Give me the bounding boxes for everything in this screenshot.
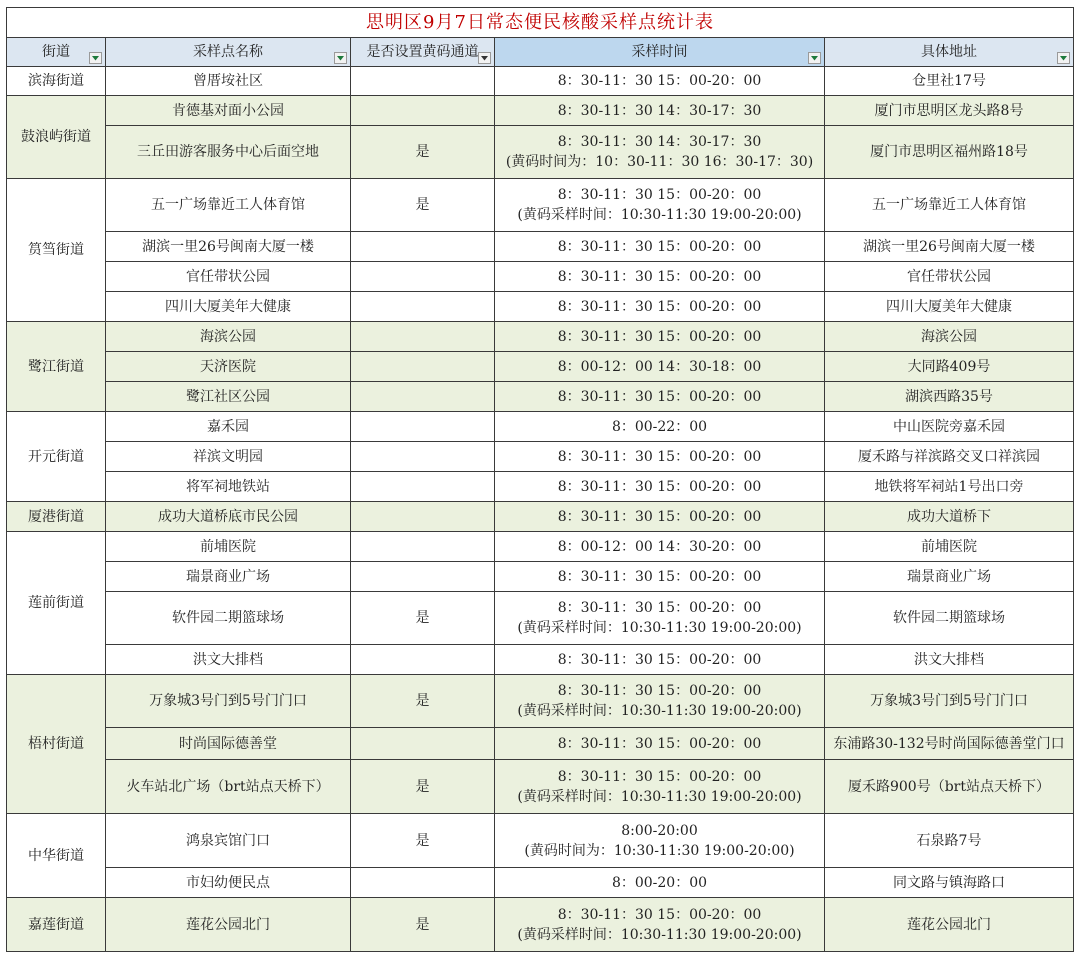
yellow-channel-cell[interactable]: [351, 532, 495, 562]
yellow-channel-cell[interactable]: [351, 562, 495, 592]
street-cell[interactable]: 中华街道: [7, 814, 106, 898]
header-site-name: [106, 38, 351, 67]
time-line: 8：30-11：30 15：00-20：00: [557, 768, 762, 785]
header-row: [7, 38, 1074, 67]
table-row: [7, 814, 1074, 868]
site-name-cell[interactable]: 莲花公园北门: [106, 898, 351, 952]
yellow-time-line: (黄码采样时间：10:30-11:30 19:00-20:00): [517, 620, 802, 636]
sampling-time-cell[interactable]: [495, 868, 825, 898]
table-row: [7, 412, 1074, 442]
table-row: [7, 760, 1074, 814]
header-address: [825, 38, 1074, 67]
time-line: 8：30-11：30 15：00-20：00: [557, 600, 762, 616]
yellow-channel-cell[interactable]: [351, 472, 495, 502]
table-row: [7, 292, 1074, 322]
time-line: 8：00-12：00 14：30-18：00: [557, 358, 762, 375]
address-cell[interactable]: 东浦路30-132号时尚国际德善堂门口: [825, 728, 1074, 760]
address-cell[interactable]: 四川大厦美年大健康: [825, 292, 1074, 322]
site-name-cell[interactable]: 三丘田游客服务中心后面空地: [106, 126, 351, 179]
street-cell[interactable]: 开元街道: [7, 412, 106, 502]
address-cell[interactable]: 中山医院旁嘉禾园: [825, 412, 1074, 442]
time-line: 8：30-11：30 15：00-20：00: [557, 508, 762, 525]
address-cell[interactable]: 厦禾路与祥滨路交叉口祥滨园: [825, 442, 1074, 472]
time-line: 8：30-11：30 15：00-20：00: [557, 906, 762, 923]
address-cell[interactable]: 湖滨一里26号闽南大厦一楼: [825, 232, 1074, 262]
table-row: [7, 532, 1074, 562]
header-yellow-channel: [351, 38, 495, 67]
site-name-cell[interactable]: 火车站北广场（brt站点天桥下）: [106, 760, 351, 814]
sampling-time-cell[interactable]: [495, 675, 825, 728]
site-name-cell[interactable]: 鹭江社区公园: [106, 382, 351, 412]
table-row: [7, 675, 1074, 728]
address-cell[interactable]: 瑞景商业广场: [825, 562, 1074, 592]
yellow-channel-cell[interactable]: [351, 352, 495, 382]
time-line: 8：30-11：30 15：00-20：00: [557, 328, 762, 345]
site-name-cell[interactable]: 时尚国际德善堂: [106, 728, 351, 760]
street-cell[interactable]: 筼筜街道: [7, 179, 106, 322]
table-row: [7, 728, 1074, 760]
address-cell[interactable]: 莲花公园北门: [825, 898, 1074, 952]
yellow-channel-cell[interactable]: 是: [351, 898, 495, 952]
sampling-sites-table: [6, 7, 1074, 952]
dropdown-filter-icon[interactable]: [478, 52, 491, 64]
time-line: 8：30-11：30 15：00-20：00: [557, 735, 762, 752]
header-label: 是否设置黄码通道: [366, 44, 479, 60]
street-cell[interactable]: 鹭江街道: [7, 322, 106, 412]
address-cell[interactable]: 石泉路7号: [825, 814, 1074, 868]
sampling-time-cell[interactable]: [495, 382, 825, 412]
header-label: 具体地址: [921, 44, 977, 60]
yellow-channel-cell[interactable]: [351, 868, 495, 898]
dropdown-filter-icon[interactable]: [334, 52, 347, 64]
site-name-cell[interactable]: 湖滨一里26号闽南大厦一楼: [106, 232, 351, 262]
sampling-time-cell[interactable]: [495, 532, 825, 562]
sampling-time-cell[interactable]: [495, 442, 825, 472]
time-line: 8：30-11：30 14：30-17：30: [557, 134, 762, 150]
sampling-time-cell[interactable]: [495, 728, 825, 760]
site-name-cell[interactable]: 万象城3号门到5号门门口: [106, 675, 351, 728]
site-name-cell[interactable]: 软件园二期篮球场: [106, 592, 351, 645]
time-line: 8：00-22：00: [611, 418, 708, 435]
table-row: [7, 382, 1074, 412]
site-name-cell[interactable]: 市妇幼便民点: [106, 868, 351, 898]
sampling-time-cell[interactable]: [495, 179, 825, 232]
address-cell[interactable]: 前埔医院: [825, 532, 1074, 562]
street-cell[interactable]: 厦港街道: [7, 502, 106, 532]
site-name-cell[interactable]: 海滨公园: [106, 322, 351, 352]
yellow-channel-cell[interactable]: [351, 96, 495, 126]
table-row: [7, 352, 1074, 382]
site-name-cell[interactable]: 祥滨文明园: [106, 442, 351, 472]
header-sampling-time: [495, 38, 825, 67]
table-row: [7, 442, 1074, 472]
address-cell[interactable]: 同文路与镇海路口: [825, 868, 1074, 898]
street-cell[interactable]: 梧村街道: [7, 675, 106, 814]
site-name-cell[interactable]: 曾厝垵社区: [106, 67, 351, 96]
table-row: [7, 67, 1074, 96]
table-row: [7, 645, 1074, 675]
address-cell[interactable]: 海滨公园: [825, 322, 1074, 352]
site-name-cell[interactable]: 前埔医院: [106, 532, 351, 562]
site-name-cell[interactable]: 成功大道桥底市民公园: [106, 502, 351, 532]
yellow-channel-cell[interactable]: [351, 382, 495, 412]
table-body: [7, 67, 1074, 952]
yellow-channel-cell[interactable]: [351, 442, 495, 472]
header-label: 街道: [42, 44, 70, 60]
header-label: 采样点名称: [193, 44, 263, 60]
dropdown-filter-icon[interactable]: [808, 52, 821, 64]
address-cell[interactable]: 仓里社17号: [825, 67, 1074, 96]
sampling-time-cell[interactable]: [495, 126, 825, 179]
sampling-time-cell[interactable]: [495, 592, 825, 645]
dropdown-filter-icon[interactable]: [89, 52, 102, 64]
yellow-channel-cell[interactable]: [351, 502, 495, 532]
spreadsheet: [6, 7, 1073, 952]
sampling-time-cell[interactable]: [495, 760, 825, 814]
address-cell[interactable]: 湖滨西路35号: [825, 382, 1074, 412]
yellow-time-line: (黄码采样时间：10:30-11:30 19:00-20:00): [517, 926, 802, 943]
sampling-time-cell[interactable]: [495, 502, 825, 532]
yellow-channel-cell[interactable]: 是: [351, 675, 495, 728]
table-row: [7, 179, 1074, 232]
address-cell[interactable]: 地铁将军祠站1号出口旁: [825, 472, 1074, 502]
yellow-channel-cell[interactable]: [351, 645, 495, 675]
sampling-time-cell[interactable]: [495, 67, 825, 96]
time-line: 8：30-11：30 15：00-20：00: [557, 187, 762, 203]
time-line: 8：00-20：00: [611, 874, 708, 891]
street-cell[interactable]: 莲前街道: [7, 532, 106, 675]
sampling-time-cell[interactable]: [495, 352, 825, 382]
dropdown-filter-icon[interactable]: [1057, 52, 1070, 64]
time-line: 8：30-11：30 15：00-20：00: [557, 568, 762, 585]
sampling-time-cell[interactable]: [495, 292, 825, 322]
table-row: [7, 502, 1074, 532]
site-name-cell[interactable]: 四川大厦美年大健康: [106, 292, 351, 322]
table-row: [7, 472, 1074, 502]
site-name-cell[interactable]: 天济医院: [106, 352, 351, 382]
yellow-channel-cell[interactable]: [351, 67, 495, 96]
yellow-channel-cell[interactable]: [351, 292, 495, 322]
time-line: 8：30-11：30 15：00-20：00: [557, 651, 762, 668]
header-label: 采样时间: [631, 44, 688, 60]
time-line: 8：30-11：30 15：00-20：00: [557, 448, 762, 465]
yellow-channel-cell[interactable]: [351, 728, 495, 760]
table-row: [7, 262, 1074, 292]
sampling-time-cell[interactable]: [495, 322, 825, 352]
sampling-time-cell[interactable]: [495, 562, 825, 592]
sampling-time-cell[interactable]: [495, 645, 825, 675]
time-line: 8:00-20:00: [621, 822, 698, 839]
address-cell[interactable]: 洪文大排档: [825, 645, 1074, 675]
sampling-time-cell[interactable]: [495, 472, 825, 502]
time-line: 8：30-11：30 15：00-20：00: [557, 683, 762, 699]
sampling-time-cell[interactable]: [495, 262, 825, 292]
table-row: [7, 562, 1074, 592]
street-cell[interactable]: 滨海街道: [7, 67, 106, 96]
yellow-channel-cell[interactable]: 是: [351, 814, 495, 868]
sampling-time-cell[interactable]: [495, 96, 825, 126]
table-title: 思明区9月7日常态便民核酸采样点统计表: [7, 8, 1074, 38]
yellow-channel-cell[interactable]: [351, 412, 495, 442]
yellow-time-line: (黄码采样时间：10:30-11:30 19:00-20:00): [517, 703, 802, 719]
site-name-cell[interactable]: 将军祠地铁站: [106, 472, 351, 502]
yellow-time-line: (黄码采样时间：10:30-11:30 19:00-20:00): [517, 788, 802, 805]
time-line: 8：30-11：30 15：00-20：00: [557, 388, 762, 405]
yellow-time-line: (黄码时间为：10：30-11：30 16：30-17：30): [505, 154, 814, 170]
time-line: 8：30-11：30 15：00-20：00: [557, 238, 762, 255]
address-cell[interactable]: 官任带状公园: [825, 262, 1074, 292]
address-cell[interactable]: 五一广场靠近工人体育馆: [825, 179, 1074, 232]
site-name-cell[interactable]: 瑞景商业广场: [106, 562, 351, 592]
yellow-channel-cell[interactable]: [351, 232, 495, 262]
yellow-channel-cell[interactable]: 是: [351, 592, 495, 645]
table-row: [7, 232, 1074, 262]
site-name-cell[interactable]: 洪文大排档: [106, 645, 351, 675]
table-row: [7, 868, 1074, 898]
address-cell[interactable]: 万象城3号门到5号门门口: [825, 675, 1074, 728]
address-cell[interactable]: 成功大道桥下: [825, 502, 1074, 532]
yellow-time-line: (黄码时间为：10:30-11:30 19:00-20:00): [524, 842, 795, 859]
table-row: [7, 322, 1074, 352]
address-cell[interactable]: 大同路409号: [825, 352, 1074, 382]
address-cell[interactable]: 厦禾路900号（brt站点天桥下）: [825, 760, 1074, 814]
street-cell[interactable]: 嘉莲街道: [7, 898, 106, 952]
yellow-channel-cell[interactable]: 是: [351, 179, 495, 232]
table-row: [7, 126, 1074, 179]
time-line: 8：30-11：30 15：00-20：00: [557, 73, 762, 89]
site-name-cell[interactable]: 官任带状公园: [106, 262, 351, 292]
table-row: [7, 96, 1074, 126]
address-cell[interactable]: 厦门市思明区龙头路8号: [825, 96, 1074, 126]
address-cell[interactable]: 软件园二期篮球场: [825, 592, 1074, 645]
header-street: [7, 38, 106, 67]
yellow-time-line: (黄码采样时间：10:30-11:30 19:00-20:00): [517, 207, 802, 223]
address-cell[interactable]: 厦门市思明区福州路18号: [825, 126, 1074, 179]
sampling-time-cell[interactable]: [495, 232, 825, 262]
time-line: 8：30-11：30 15：00-20：00: [557, 298, 762, 315]
sampling-time-cell[interactable]: [495, 898, 825, 952]
sampling-time-cell[interactable]: [495, 412, 825, 442]
site-name-cell[interactable]: 肯德基对面小公园: [106, 96, 351, 126]
street-cell[interactable]: 鼓浪屿街道: [7, 96, 106, 179]
time-line: 8：30-11：30 15：00-20：00: [557, 478, 762, 495]
site-name-cell[interactable]: 五一广场靠近工人体育馆: [106, 179, 351, 232]
yellow-channel-cell[interactable]: [351, 262, 495, 292]
yellow-channel-cell[interactable]: [351, 322, 495, 352]
table-row: [7, 898, 1074, 952]
site-name-cell[interactable]: 鸿泉宾馆门口: [106, 814, 351, 868]
sampling-time-cell[interactable]: [495, 814, 825, 868]
yellow-channel-cell[interactable]: 是: [351, 126, 495, 179]
time-line: 8：30-11：30 15：00-20：00: [557, 268, 762, 285]
time-line: 8：30-11：30 14：30-17：30: [557, 102, 762, 119]
yellow-channel-cell[interactable]: 是: [351, 760, 495, 814]
time-line: 8：00-12：00 14：30-20：00: [557, 538, 762, 555]
table-row: [7, 592, 1074, 645]
site-name-cell[interactable]: 嘉禾园: [106, 412, 351, 442]
